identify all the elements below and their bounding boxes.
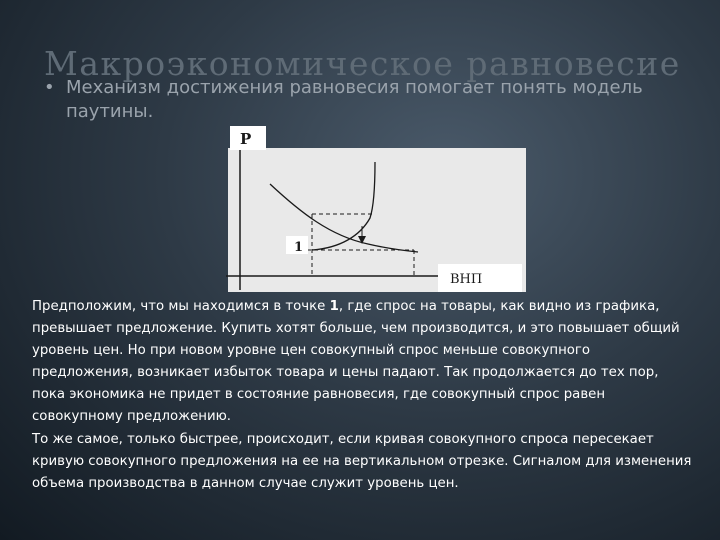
paragraph-1-start: Предположим, что мы находимся в точке: [32, 299, 330, 314]
point-reference: 1: [329, 299, 339, 314]
point-1-label: 1: [294, 240, 304, 255]
explanation-text: [32, 296, 692, 495]
bullet-dot-icon: •: [44, 77, 55, 98]
paragraph-1-rest: , где спрос на товары, как видно из графика, превышает предложение. Купить хотят больше, чем производится, и это повышает общий уровень цен. Но при новом уровне цен совокупный спрос меньше совокупного предложения, возникает избыток товара и цены падают. Так продолжается до тех пор, пока экономика не придет в состояние равновесия, где совокупный спрос равен совокупному предложению.: [32, 299, 680, 425]
y-axis-label: P: [240, 130, 252, 148]
x-axis-label: ВНП: [450, 272, 483, 287]
bullet-text: Механизм достижения равновесия помогает понять модель паутины.: [66, 77, 643, 122]
slide-title: Макроэкономическое равновесие: [44, 44, 681, 83]
paragraph-2: То же самое, только быстрее, происходит, если кривая совокупного спроса пересекает кривую совокупного предложения на ее на вертикальном отрезке. Сигналом для изменения объема производства в данном случае служит уровень цен.: [32, 431, 692, 491]
